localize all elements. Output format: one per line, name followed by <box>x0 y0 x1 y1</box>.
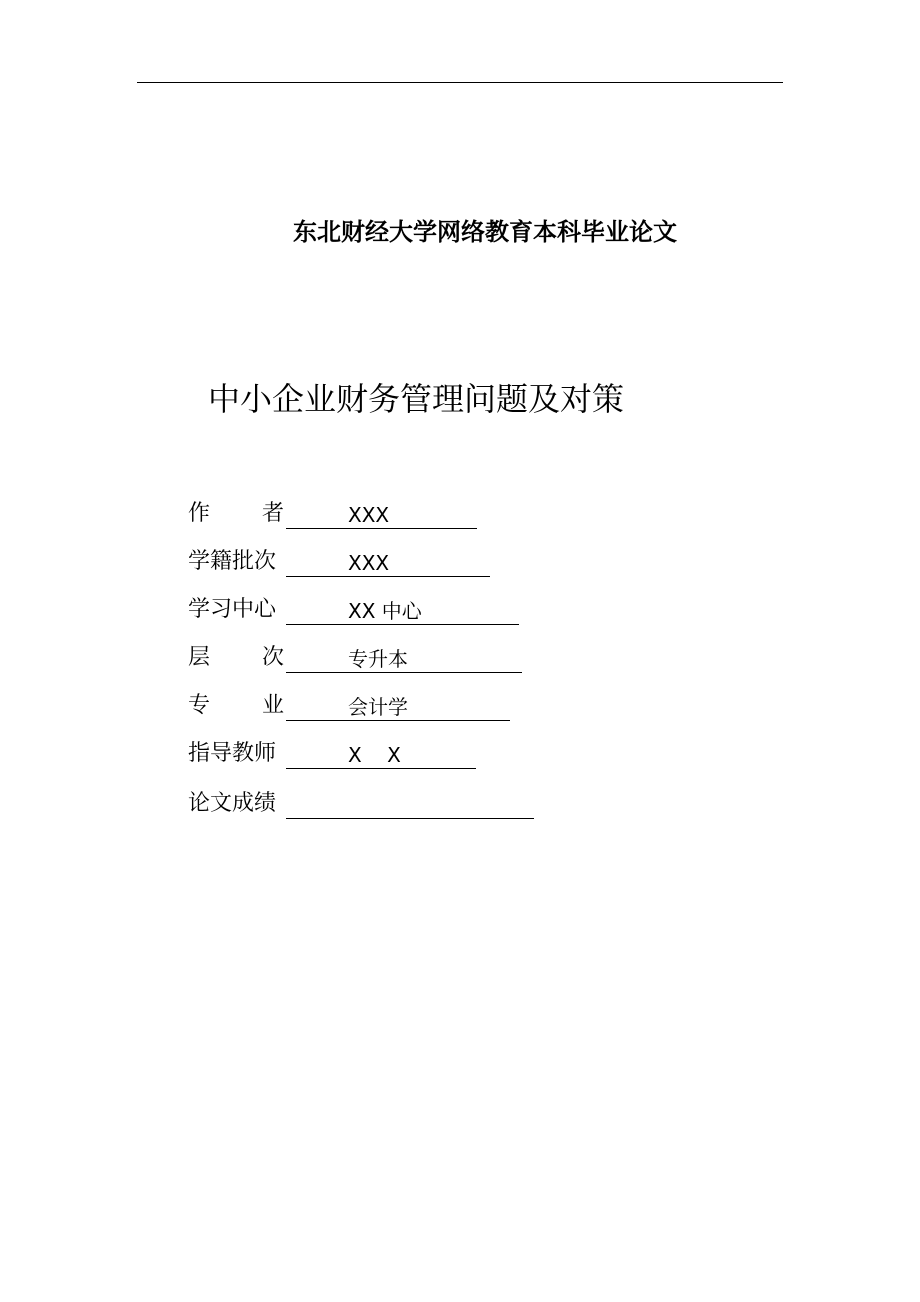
author-value: XXX <box>348 503 390 527</box>
major-value: 会计学 <box>348 695 408 719</box>
author-label-char-1: 作 <box>188 501 211 526</box>
study-center-value: XX 中心 <box>348 599 422 623</box>
level-label-char-2: 次 <box>262 645 285 670</box>
university-title: 东北财经大学网络教育本科毕业论文 <box>293 217 677 246</box>
thesis-grade-label-text: 论文成绩 <box>188 791 277 816</box>
author-label <box>188 497 286 531</box>
major-value-field <box>286 689 510 721</box>
author-value-field <box>286 497 477 529</box>
level-value: 专升本 <box>348 647 408 671</box>
level-label-char-1: 层 <box>188 645 211 670</box>
level-label <box>188 641 286 675</box>
header-rule <box>137 82 783 83</box>
level-value-field <box>286 641 522 673</box>
study-center-value-field <box>286 593 519 625</box>
advisor-value-field <box>286 737 476 769</box>
thesis-title: 中小企业财务管理问题及对策 <box>208 380 625 418</box>
major-label-char-1: 专 <box>188 693 211 718</box>
major-label-char-2: 业 <box>262 693 285 718</box>
study-center-label-text: 学习中心 <box>188 597 277 622</box>
study-center-label <box>188 593 286 627</box>
advisor-label-text: 指导教师 <box>188 741 277 766</box>
advisor-value: X X <box>348 743 401 767</box>
author-label-char-2: 者 <box>262 501 285 526</box>
enrollment-batch-label-text: 学籍批次 <box>188 549 277 574</box>
enrollment-batch-value: XXX <box>348 551 390 575</box>
major-label <box>188 689 286 723</box>
thesis-grade-label <box>188 787 286 821</box>
enrollment-batch-label <box>188 545 286 579</box>
enrollment-batch-value-field <box>286 545 490 577</box>
advisor-label <box>188 737 286 771</box>
thesis-grade-value-field <box>286 787 534 819</box>
